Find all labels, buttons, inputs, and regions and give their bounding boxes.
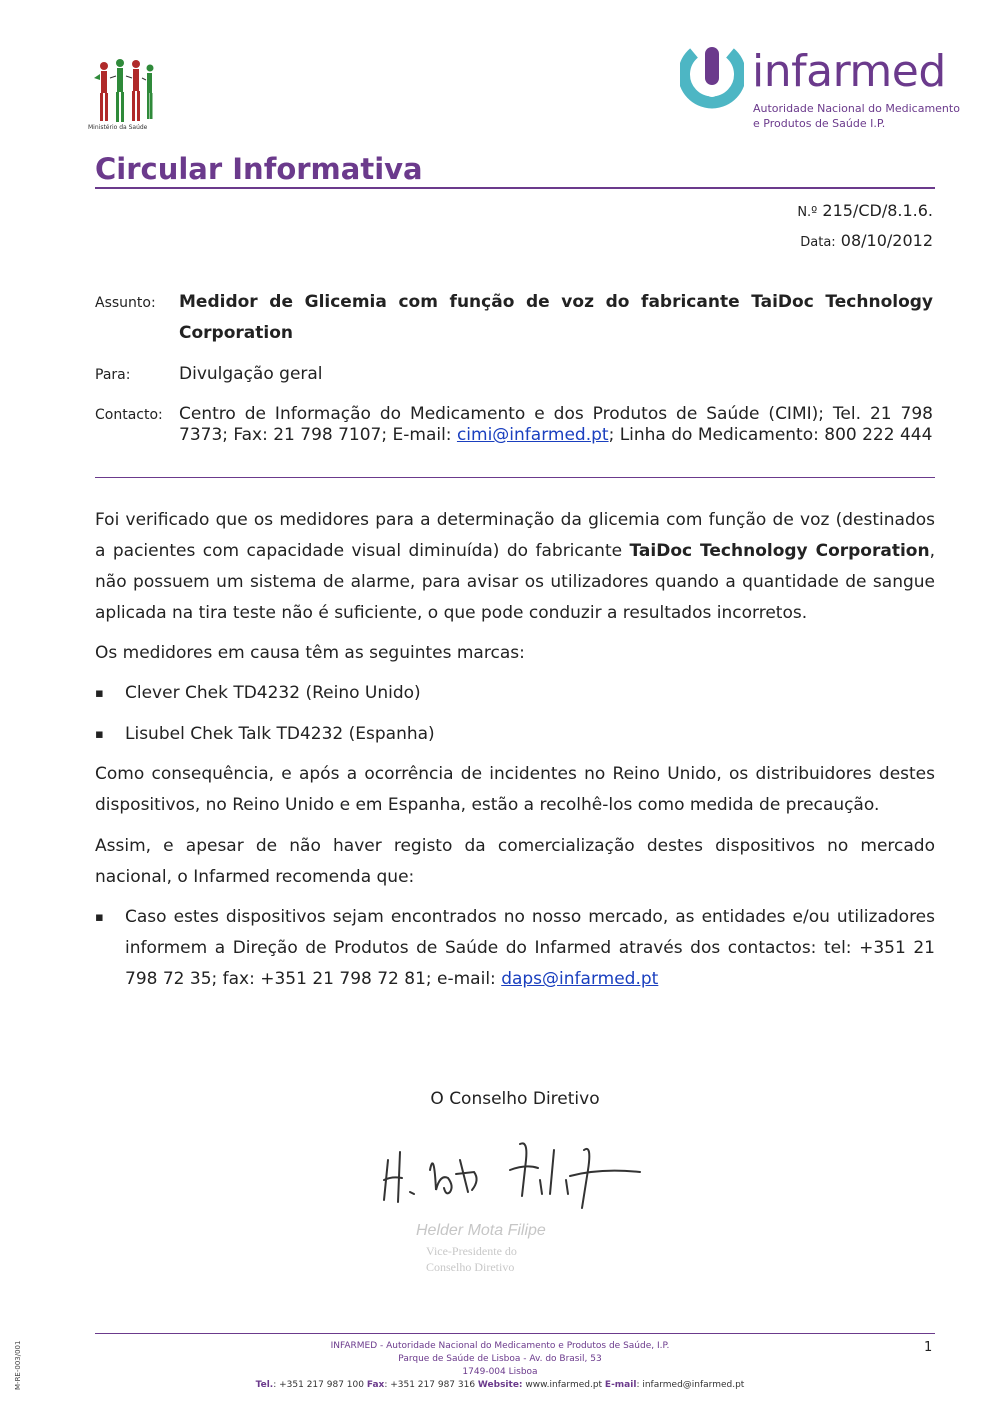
infarmed-logo-mark <box>680 45 744 109</box>
infarmed-wordmark: infarmed <box>752 46 946 97</box>
contact-value <box>179 404 933 446</box>
footer-postcode: 1749-004 Lisboa <box>462 1367 538 1377</box>
footer-contacts <box>0 1380 1000 1390</box>
brand-subtitle-line2: e Produtos de Saúde I.P. <box>753 117 886 130</box>
page-number: 1 <box>924 1340 933 1355</box>
document-title: Circular Informativa <box>95 152 423 186</box>
date-label: Data: <box>800 235 836 250</box>
brand-item-2: Lisubel Chek Talk TD4232 (Espanha) <box>125 724 435 744</box>
stamp-role-line1: Vice-Presidente do <box>426 1244 517 1258</box>
contact-text-after: ; Linha do Medicamento: 800 222 444 <box>608 425 933 445</box>
cimi-email-link[interactable]: cimi@infarmed.pt <box>456 425 609 445</box>
recommendation-text: Caso estes dispositivos sejam encontrados no nosso mercado, as entidades e/ou utilizadores informem a Direção de Produtos de Saúde do Infarmed através dos contactos: tel: +351 21 798 72 35; fax: +351 21 798 72 81; e-mail: <box>125 907 935 989</box>
contact-text-before: Centro de Informação do Medicamento e dos Produtos de Saúde (CIMI); Tel. 21 798 7373; Fax: 21 798 7107; E-mail: <box>179 404 933 445</box>
footer-address: Parque de Saúde de Lisboa - Av. do Brasil, 53 <box>398 1354 602 1364</box>
fax-value: : +351 217 987 316 <box>384 1380 478 1390</box>
email-label: E-mail <box>604 1380 637 1390</box>
tel-label: Tel. <box>255 1380 274 1390</box>
footer-organization: INFARMED - Autoridade Nacional do Medicamento e Produtos de Saúde, I.P. <box>330 1341 670 1351</box>
website-label: Website: <box>477 1380 523 1390</box>
document-code: M-RE-003/001 <box>14 1340 22 1390</box>
circular-number <box>797 201 933 220</box>
circular-date <box>800 231 933 250</box>
date-value: 08/10/2012 <box>840 231 933 250</box>
subject-value: Medidor de Glicemia com função de voz do fabricante TaiDoc Technology Corporation <box>179 292 933 343</box>
p1-text-after: , não possuem um sistema de alarme, para avisar os utilizadores quando a quantidade de sangue aplicada na tira teste não é suficiente, o que pode conduzir a resultados incorretos. <box>95 541 935 623</box>
bullet-icon: ▪ <box>95 910 104 925</box>
paragraph-2: Os medidores em causa têm as seguintes marcas: <box>95 643 525 663</box>
manufacturer-name: TaiDoc Technology Corporation <box>629 541 930 561</box>
number-label: N.º <box>797 205 818 220</box>
to-label: Para: <box>95 367 131 383</box>
contact-label: Contacto: <box>95 407 163 423</box>
title-divider <box>95 187 935 189</box>
tel-value: : +351 217 987 100 <box>273 1380 367 1390</box>
paragraph-3: Como consequência, e após a ocorrência de incidentes no Reino Unido, os distribuidores destes dispositivos, no Reino Unido e em Espanha, estão a recolhê-los como medida de precaução. <box>95 764 935 815</box>
brand-subtitle-line1: Autoridade Nacional do Medicamento <box>753 102 960 115</box>
daps-email-link[interactable]: daps@infarmed.pt <box>501 969 659 989</box>
brand-item-1: Clever Chek TD4232 (Reino Unido) <box>125 683 421 703</box>
footer-divider <box>95 1333 935 1334</box>
ministry-of-health-logo <box>90 58 160 134</box>
p1-text-before: Foi verificado que os medidores para a determinação da glicemia com função de voz (destinados a pacientes com capacidade visual diminuída) do fabricante <box>95 510 935 561</box>
recommendation-item <box>125 902 935 995</box>
paragraph-1 <box>95 505 935 629</box>
council-signoff: O Conselho Diretivo <box>430 1089 600 1109</box>
handwritten-signature <box>370 1130 660 1210</box>
stamp-signatory-name: Helder Mota Filipe <box>416 1222 546 1239</box>
header-divider <box>95 477 935 478</box>
website-value: www.infarmed.pt <box>522 1380 605 1390</box>
bullet-icon: ▪ <box>95 727 104 742</box>
to-value: Divulgação geral <box>179 364 323 384</box>
ministry-caption: Ministério da Saúde <box>88 124 148 131</box>
email-value: : infarmed@infarmed.pt <box>636 1380 745 1390</box>
stamp-role-line2: Conselho Diretivo <box>426 1260 515 1274</box>
subject-label: Assunto: <box>95 295 156 311</box>
fax-label: Fax <box>366 1380 385 1390</box>
bullet-icon: ▪ <box>95 686 104 701</box>
paragraph-4: Assim, e apesar de não haver registo da comercialização destes dispositivos no mercado nacional, o Infarmed recomenda que: <box>95 836 935 887</box>
number-value: 215/CD/8.1.6. <box>822 201 933 220</box>
